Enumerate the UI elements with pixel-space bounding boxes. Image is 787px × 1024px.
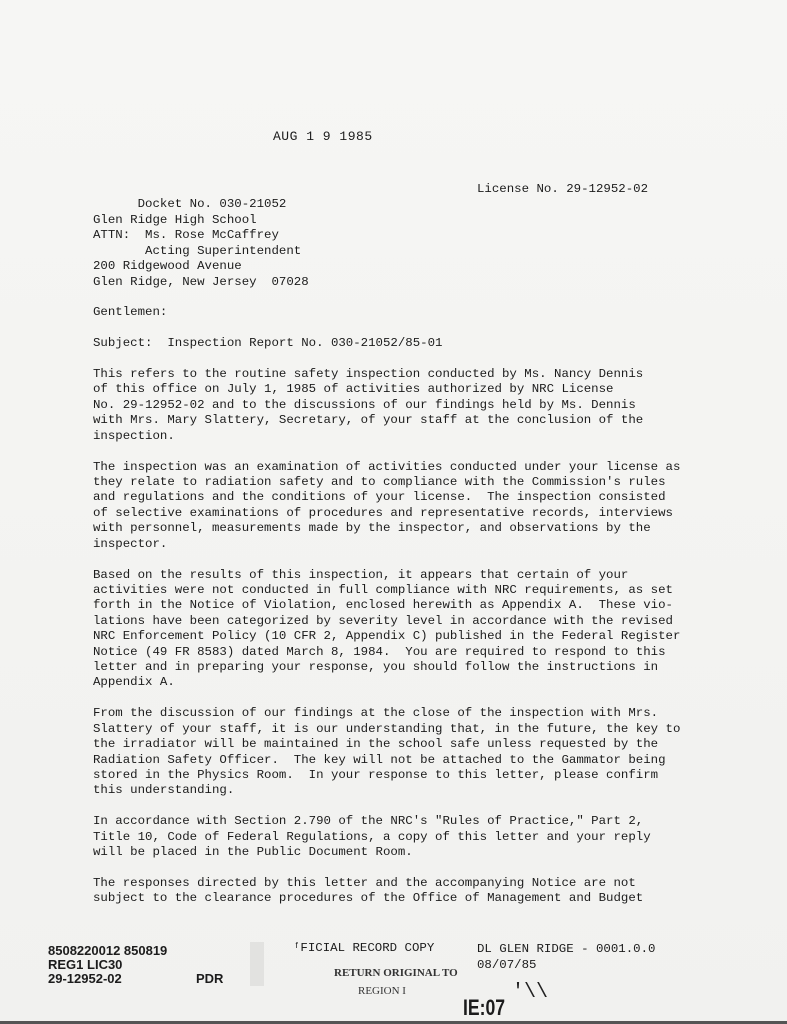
- paragraph-line: and regulations and the conditions of your license. The inspection consisted: [93, 490, 666, 505]
- address-line: Glen Ridge High School: [93, 212, 257, 227]
- paragraph-line: Title 10, Code of Federal Regulations, a copy of this letter and your reply: [93, 829, 651, 844]
- date-stamp: AUG 1 9 1985: [273, 129, 373, 144]
- reference-line: [93, 182, 753, 211]
- paragraph-line: they relate to radiation safety and to compliance with the Commission's rules: [93, 474, 666, 489]
- paragraph-line: of this office on July 1, 1985 of activities authorized by NRC License: [93, 382, 614, 397]
- handwritten-mark: '\\: [512, 981, 549, 1004]
- paragraph-line: will be placed in the Public Document Room.: [93, 845, 413, 860]
- paragraph-line: lations have been categorized by severity level in accordance with the revised: [93, 613, 673, 628]
- address-line: Acting Superintendent: [93, 243, 302, 258]
- dl-date: 08/07/85: [477, 958, 537, 972]
- paragraph-line: activities were not conducted in full compliance with NRC requirements, as set: [93, 582, 673, 597]
- subject-line: Subject: Inspection Report No. 030-21052/85-01: [93, 336, 443, 351]
- paragraph-line: From the discussion of our findings at the close of the inspection with Mrs.: [93, 706, 659, 721]
- scan-smudge: [250, 942, 264, 986]
- paragraph-line: inspector.: [93, 536, 168, 551]
- paragraph-line: This refers to the routine safety inspection conducted by Ms. Nancy Dennis: [93, 367, 644, 382]
- address-line: 200 Ridgewood Avenue: [93, 259, 242, 274]
- pdr-stamp: PDR: [196, 971, 224, 986]
- dl-code: DL GLEN RIDGE - 0001.0.0: [477, 942, 656, 956]
- paragraph-line: this understanding.: [93, 783, 235, 798]
- return-original-stamp: RETURN ORIGINAL TO: [334, 967, 458, 979]
- ie-code: IE:07: [463, 995, 506, 1020]
- paragraph-line: Based on the results of this inspection, it appears that certain of your: [93, 567, 629, 582]
- paragraph-line: The inspection was an examination of activities conducted under your license as: [93, 459, 681, 474]
- paragraph-line: NRC Enforcement Policy (10 CFR 2, Appendix C) published in the Federal Register: [93, 629, 681, 644]
- microfiche-stamp: [48, 944, 167, 986]
- paragraph-line: subject to the clearance procedures of the Office of Management and Budget: [93, 891, 644, 906]
- paragraph-line: with personnel, measurements made by the inspector, and observations by the: [93, 521, 651, 536]
- salutation: Gentlemen:: [93, 305, 168, 320]
- paragraph-line: Appendix A.: [93, 675, 175, 690]
- address-line: Glen Ridge, New Jersey 07028: [93, 274, 309, 289]
- paragraph-line: of selective examinations of procedures and representative records, interviews: [93, 505, 673, 520]
- paragraph-line: Notice (49 FR 8583) dated March 8, 1984. You are required to respond to this: [93, 644, 666, 659]
- license-number: License No. 29-12952-02: [477, 182, 649, 196]
- docket-number: Docket No. 030-21052: [137, 197, 287, 211]
- address-line: ATTN: Ms. Rose McCaffrey: [93, 228, 279, 243]
- paragraph-line: the irradiator will be maintained in the school safe unless requested by the: [93, 737, 659, 752]
- paragraph-line: letter and in preparing your response, you should follow the instructions in: [93, 660, 659, 675]
- official-record-copy: ᶠFICIAL RECORD COPY: [293, 941, 435, 955]
- paragraph-line: inspection.: [93, 428, 175, 443]
- paragraph-line: No. 29-12952-02 and to the discussions of our findings held by Ms. Dennis: [93, 397, 636, 412]
- region-stamp: REGION I: [358, 985, 406, 997]
- paragraph-line: Slattery of your staff, it is our understanding that, in the future, the key to: [93, 721, 681, 736]
- paragraph-line: The responses directed by this letter and the accompanying Notice are not: [93, 875, 636, 890]
- microfiche-line: REG1 LIC30: [48, 957, 123, 972]
- letter-body: [93, 182, 753, 912]
- microfiche-line: 8508220012 850819: [48, 943, 168, 958]
- paragraph-line: forth in the Notice of Violation, enclosed herewith as Appendix A. These vio-: [93, 598, 673, 613]
- microfiche-line: 29-12952-02: [48, 971, 122, 986]
- paragraph-line: Radiation Safety Officer. The key will not be attached to the Gammator being: [93, 752, 666, 767]
- paragraph-line: with Mrs. Mary Slattery, Secretary, of your staff at the conclusion of the: [93, 413, 644, 428]
- distribution-code: [477, 941, 655, 973]
- paragraph-line: stored in the Physics Room. In your response to this letter, please confirm: [93, 767, 659, 782]
- paragraph-line: In accordance with Section 2.790 of the NRC's "Rules of Practice," Part 2,: [93, 814, 644, 829]
